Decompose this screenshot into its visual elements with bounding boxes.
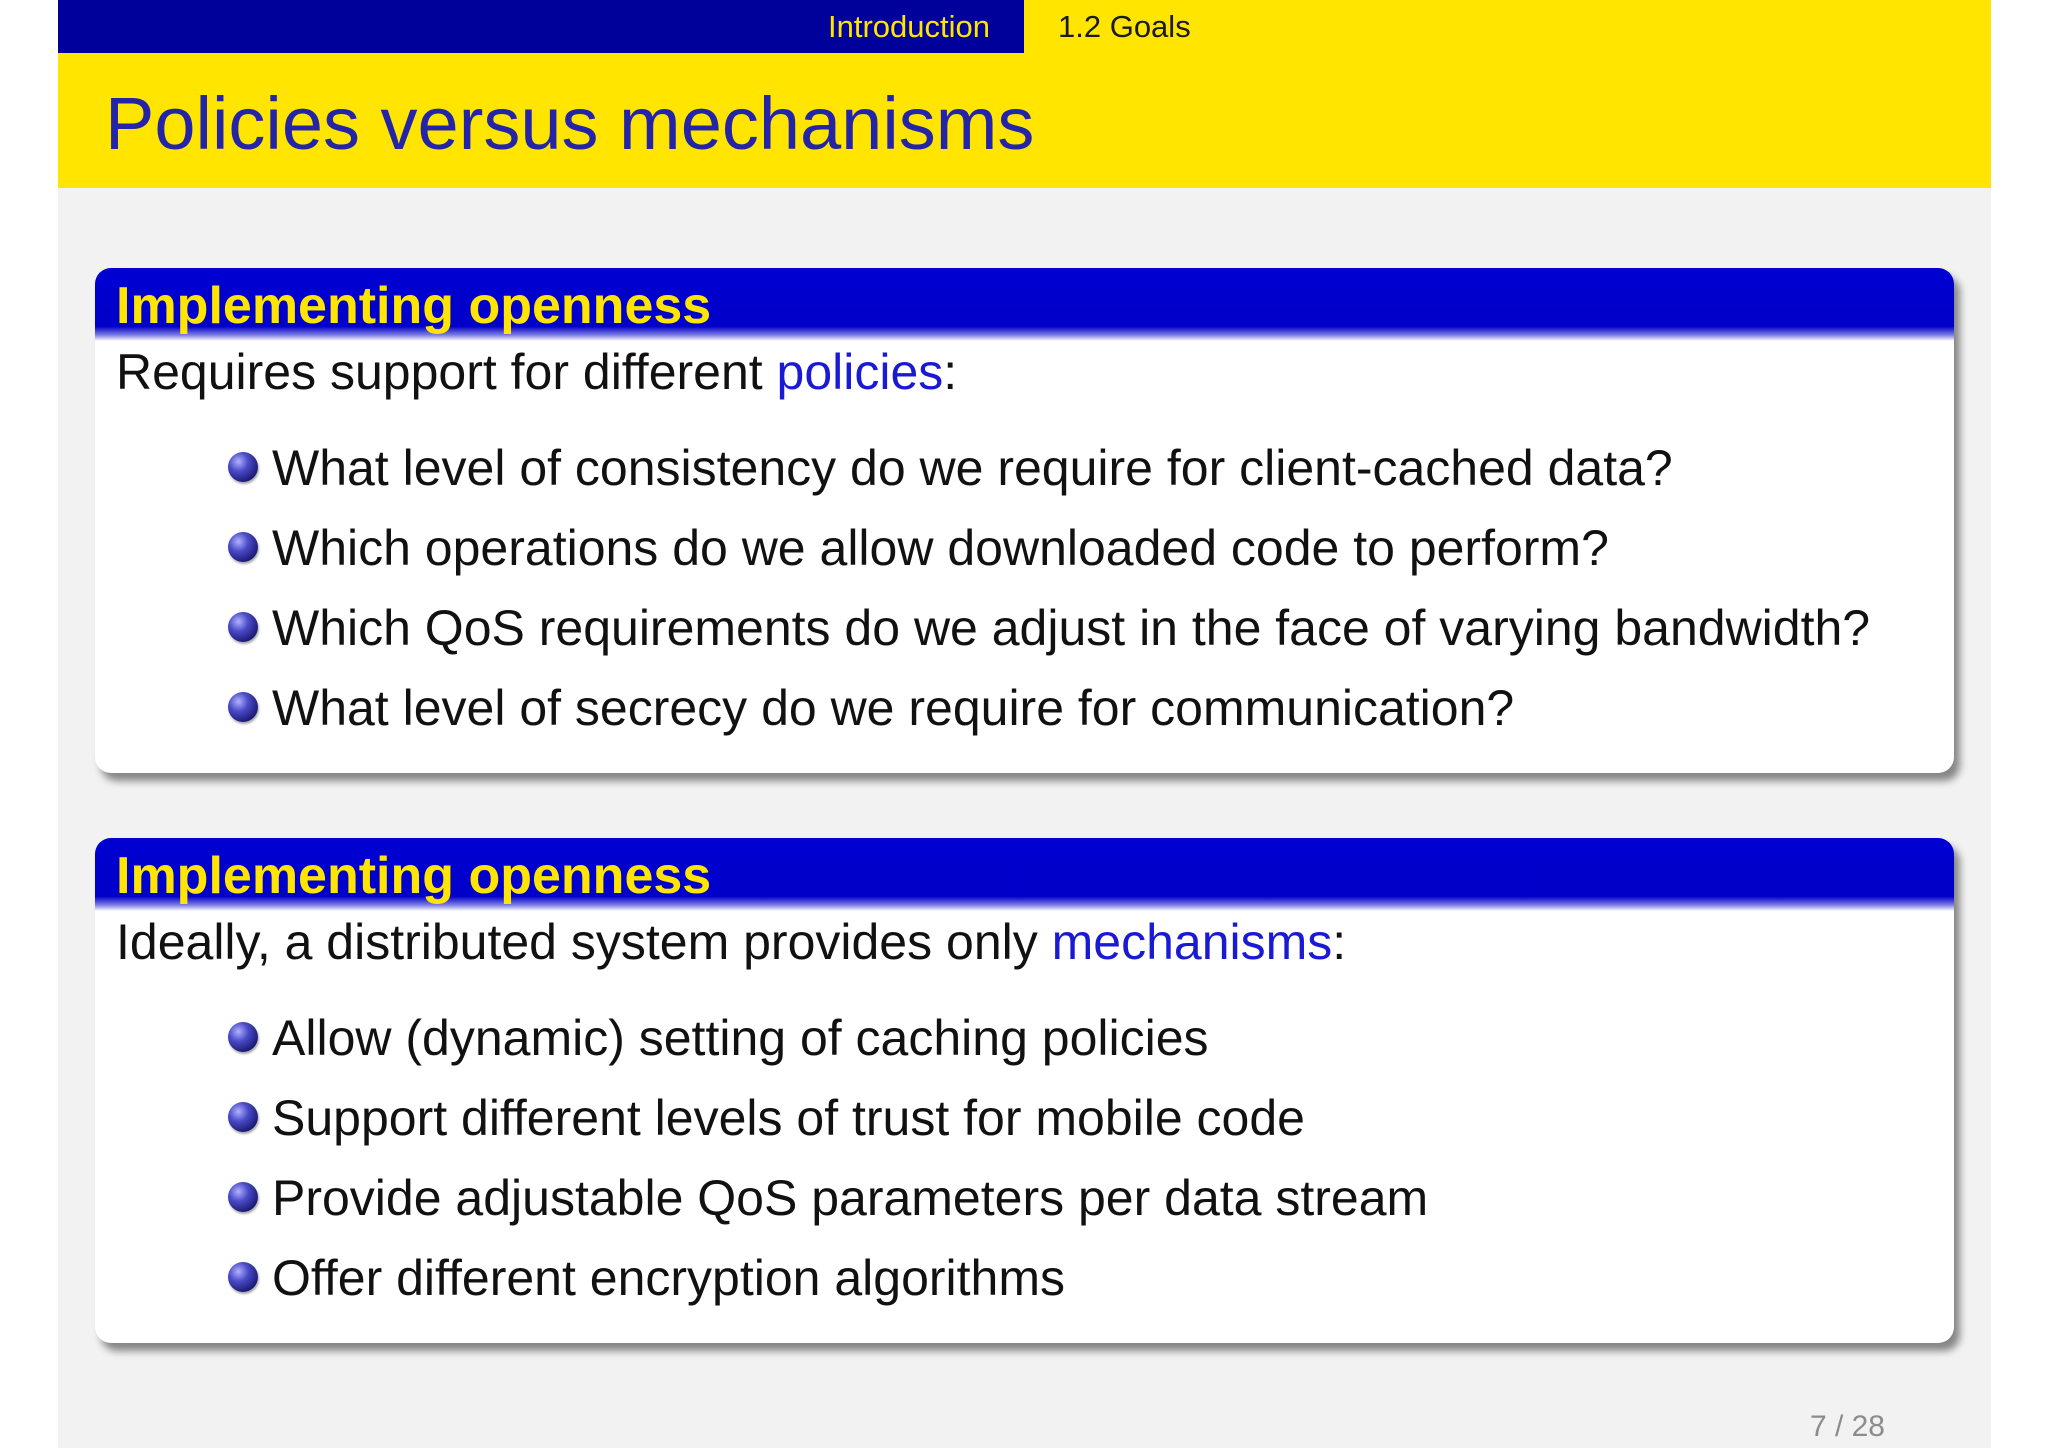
frame-title: Policies versus mechanisms xyxy=(105,82,1035,165)
block-mechanisms xyxy=(95,838,1954,1343)
list-item-text: Which QoS requirements do we adjust in the face of varying bandwidth? xyxy=(272,600,1871,656)
block-title: Implementing openness xyxy=(116,847,712,905)
list-item-text: What level of secrecy do we require for communication? xyxy=(272,680,1515,736)
list-item-text: Allow (dynamic) setting of caching policies xyxy=(272,1010,1209,1066)
sphere-bullet-icon xyxy=(228,612,258,642)
block-intro xyxy=(116,913,1346,971)
list-item-text: Offer different encryption algorithms xyxy=(272,1250,1065,1306)
list-item xyxy=(95,439,1895,499)
sphere-bullet-icon xyxy=(228,1182,258,1212)
block-policies xyxy=(95,268,1954,773)
list-item-text: What level of consistency do we require for client-cached data? xyxy=(272,440,1673,496)
sphere-bullet-icon xyxy=(228,1262,258,1292)
sphere-bullet-icon xyxy=(228,1102,258,1132)
slide xyxy=(58,0,1991,1448)
sphere-bullet-icon xyxy=(228,692,258,722)
block-title: Implementing openness xyxy=(116,277,712,335)
list-item-text: Provide adjustable QoS parameters per data stream xyxy=(272,1170,1429,1226)
frame-title-bar xyxy=(58,53,1991,188)
intro-highlight: mechanisms xyxy=(1051,914,1333,970)
sphere-bullet-icon xyxy=(228,1022,258,1052)
list-item xyxy=(95,1089,1895,1149)
list-item xyxy=(95,679,1895,739)
list-item xyxy=(95,1169,1895,1229)
list-item-text: Support different levels of trust for mobile code xyxy=(272,1090,1305,1146)
block-intro xyxy=(116,343,957,401)
list-item xyxy=(95,1249,1895,1309)
intro-text: Requires support for different xyxy=(116,344,777,400)
nav-section-link[interactable]: Introduction xyxy=(828,8,990,44)
intro-text: Ideally, a distributed system provides only xyxy=(116,914,1052,970)
sphere-bullet-icon xyxy=(228,532,258,562)
page-number: 7 / 28 xyxy=(1809,1410,1885,1443)
intro-suffix: : xyxy=(1332,914,1347,970)
intro-suffix: : xyxy=(943,344,958,400)
nav-subsection-link[interactable]: 1.2 Goals xyxy=(1058,8,1191,44)
navigation-bar xyxy=(58,0,1991,53)
list-item xyxy=(95,519,1895,579)
block-header xyxy=(95,838,1954,911)
list-item xyxy=(95,1009,1895,1069)
list-item xyxy=(95,599,1895,659)
sphere-bullet-icon xyxy=(228,452,258,482)
list-item-text: Which operations do we allow downloaded code to perform? xyxy=(272,520,1609,576)
intro-highlight: policies xyxy=(776,344,944,400)
nav-subsection-area xyxy=(1024,0,1991,53)
block-header xyxy=(95,268,1954,341)
nav-section-area xyxy=(58,0,1024,53)
